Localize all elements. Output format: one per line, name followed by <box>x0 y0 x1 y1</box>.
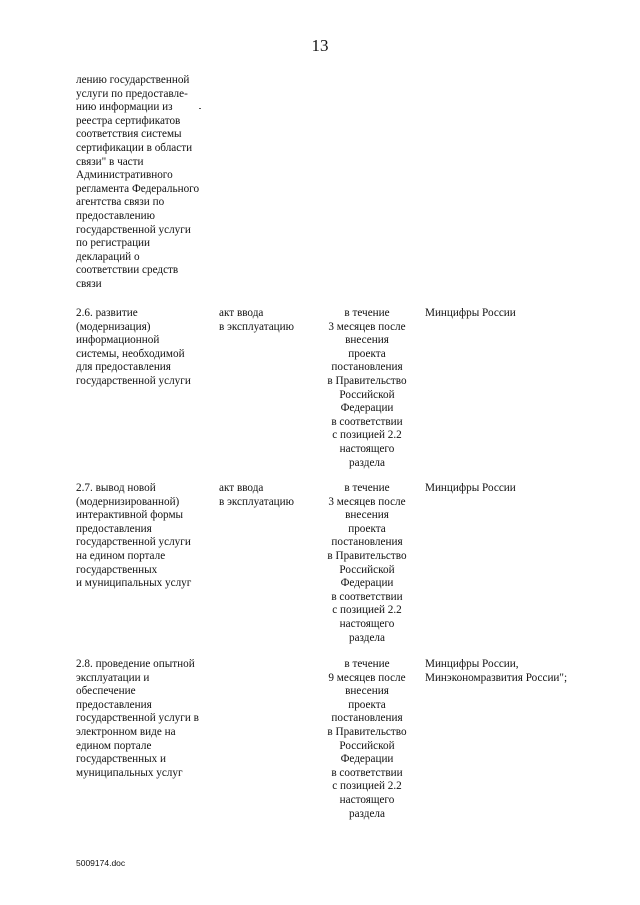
row-2-8-deadline: в течение 9 месяцев после внесения проекта постановления в Правительство Российской Федерации в соответствии с позицией 2.2 настоящего раздела <box>327 658 407 820</box>
row-2-7-responsible: Минцифры России <box>425 482 516 494</box>
row-2-6-responsible: Минцифры России <box>425 307 516 319</box>
continuation-text: лению государственной услуги по предоставле- нию информации из реестра сертификатов соответствия системы сертификации в области связи" в части Административного регламента Федерального агентства связи по предоставлению государственной услуги по регистрации деклараций о соответствии средств связи <box>76 74 200 290</box>
document-footer: 5009174.doc <box>76 858 126 868</box>
row-2-6-deadline: в течение 3 месяцев после внесения проекта постановления в Правительство Российской Федерации в соответствии с позицией 2.2 настоящего раздела <box>327 307 407 469</box>
row-2-6-item: 2.6. развитие (модернизация) информационной системы, необходимой для предоставления государственной услуги <box>76 307 191 387</box>
page-number: 13 <box>311 36 329 55</box>
row-2-7-deadline: в течение 3 месяцев после внесения проекта постановления в Правительство Российской Федерации в соответствии с позицией 2.2 настоящего раздела <box>327 482 407 644</box>
row-2-8-item: 2.8. проведение опытной эксплуатации и обеспечение предоставления государственной услуги в электронном виде на едином портале государственных и муниципальных услуг <box>76 658 199 779</box>
row-2-7-item: 2.7. вывод новой (модернизированной) интерактивной формы предоставления государственной услуги на едином портале государственных и муниципальных услуг <box>76 482 192 590</box>
row-2-6-document: акт ввода в эксплуатацию <box>219 307 295 333</box>
row-2-7-document: акт ввода в эксплуатацию <box>219 482 295 508</box>
row-2-8-responsible: Минцифры России, Минэкономразвития России"; <box>425 658 568 684</box>
